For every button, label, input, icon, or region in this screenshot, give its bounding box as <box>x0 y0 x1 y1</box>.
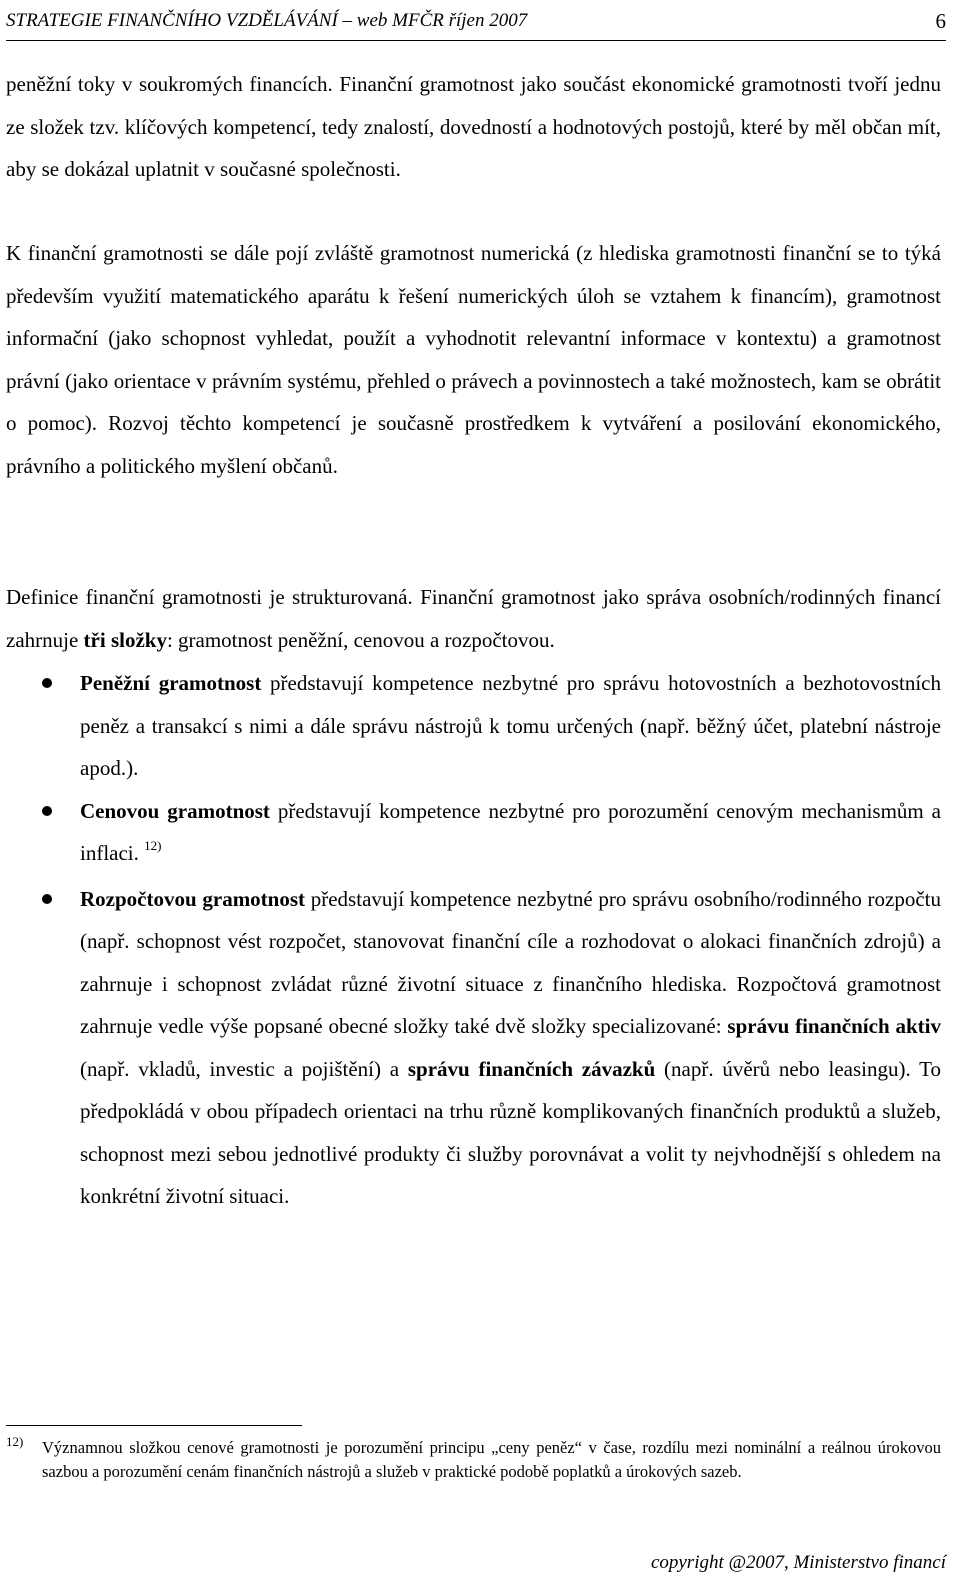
header-rule <box>6 40 946 41</box>
running-header <box>6 6 946 36</box>
paragraph-1 <box>6 63 941 191</box>
term-liability-management: správu finančních závazků <box>407 1056 656 1081</box>
literacy-components-list <box>6 662 941 1218</box>
footnote-text: Významnou složkou cenové gramotnosti je porozumění principu „ceny peněz“ v čase, rozdílu mezi nominální a reálnou úrokovou sazbou a porozumění cenám finančních nástrojů a služeb v praktické podobě poplatků a úrokových sazeb. <box>42 1438 941 1481</box>
paragraph-3-text <box>6 576 941 661</box>
price-literacy-text: představují kompetence nezbytné pro porozumění cenovým mechanismům a inflaci. <box>80 798 941 865</box>
paragraph-3-lead: Definice finanční gramotnosti je strukturovaná. Finanční gramotnost jako správa osobních/rodinných financí zahrnuje <box>6 585 941 652</box>
list-item-price-literacy <box>6 790 941 878</box>
footnote-reference[interactable]: 12) <box>144 838 162 853</box>
term-asset-management: správu finančních aktiv <box>727 1014 941 1038</box>
budget-literacy-text-2: (např. vkladů, investic a pojištění) a <box>80 1056 408 1081</box>
term-money-literacy: Peněžní gramotnost <box>80 671 262 695</box>
bullet-icon <box>42 806 52 816</box>
list-item-money-literacy <box>6 662 941 790</box>
budget-literacy-text-3: (např. úvěrů nebo leasingu). To předpokládá v obou případech orientaci na trhu různě komplikovaných finančních produktů a služeb, schopnost mezi sebou jednotlivé produkty či služby porovnávat a volit ty nejvhodnější s ohledem na konkrétní životní situaci. <box>80 1056 941 1208</box>
list-item-budget-literacy <box>6 878 941 1218</box>
footnote-rule <box>6 1425 302 1426</box>
paragraph-2 <box>6 232 941 487</box>
budget-literacy-text-1: představují kompetence nezbytné pro správu osobního/rodinného rozpočtu (např. schopnost vést rozpočet, stanovovat finanční cíle a rozhodovat o alokaci finančních zdrojů) a zahrnuje i schopnost zvládat různé životní situace z finančního hlediska. Rozpočtová gramotnost zahrnuje vedle výše popsané obecné složky také dvě složky specializované: <box>80 886 942 1038</box>
bullet-icon <box>42 678 52 688</box>
header-title: STRATEGIE FINANČNÍHO VZDĚLÁVÁNÍ – web MFČR říjen 2007 <box>6 10 528 31</box>
paragraph-2-text: K finanční gramotnosti se dále pojí zvláště gramotnost numerická (z hlediska gramotnosti finanční se to týká především využití matematického aparátu k řešení numerických úloh se vztahem k financím), gramotnost informační (jako schopnost vyhledat, použít a vyhodnotit relevantní informace v kontextu) a gramotnost právní (jako orientace v právním systému, přehled o právech a povinnostech a také možnostech, kam se obrátit o pomoc). Rozvoj těchto kompetencí je současně prostředkem k vytváření a posilování ekonomického, právního a politického myšlení občanů. <box>6 241 941 478</box>
paragraph-1-text: peněžní toky v soukromých financích. Finanční gramotnost jako součást ekonomické gramotnosti tvoří jednu ze složek tzv. klíčových kompetencí, tedy znalostí, dovedností a hodnotových postojů, které by měl občan mít, aby se dokázal uplatnit v současné společnosti. <box>6 72 941 181</box>
paragraph-3-bold: tři složky <box>83 627 167 652</box>
term-price-literacy: Cenovou gramotnost <box>80 798 270 823</box>
paragraph-3 <box>6 576 941 661</box>
footnote <box>6 1436 941 1484</box>
footnote-mark: 12) <box>6 1434 24 1449</box>
term-budget-literacy: Rozpočtovou gramotnost <box>80 886 306 911</box>
copyright-footer: copyright @2007, Ministerstvo financí <box>650 1552 946 1573</box>
page-number: 6 <box>935 9 946 33</box>
money-literacy-text: představují kompetence nezbytné pro správu hotovostních a bezhotovostních peněz a transakcí s nimi a dále správu nástrojů k tomu určených (např. běžný účet, platební nástroje apod.). <box>80 671 941 780</box>
bullet-icon <box>42 894 52 904</box>
paragraph-3-tail: : gramotnost peněžní, cenovou a rozpočtovou. <box>166 627 555 652</box>
